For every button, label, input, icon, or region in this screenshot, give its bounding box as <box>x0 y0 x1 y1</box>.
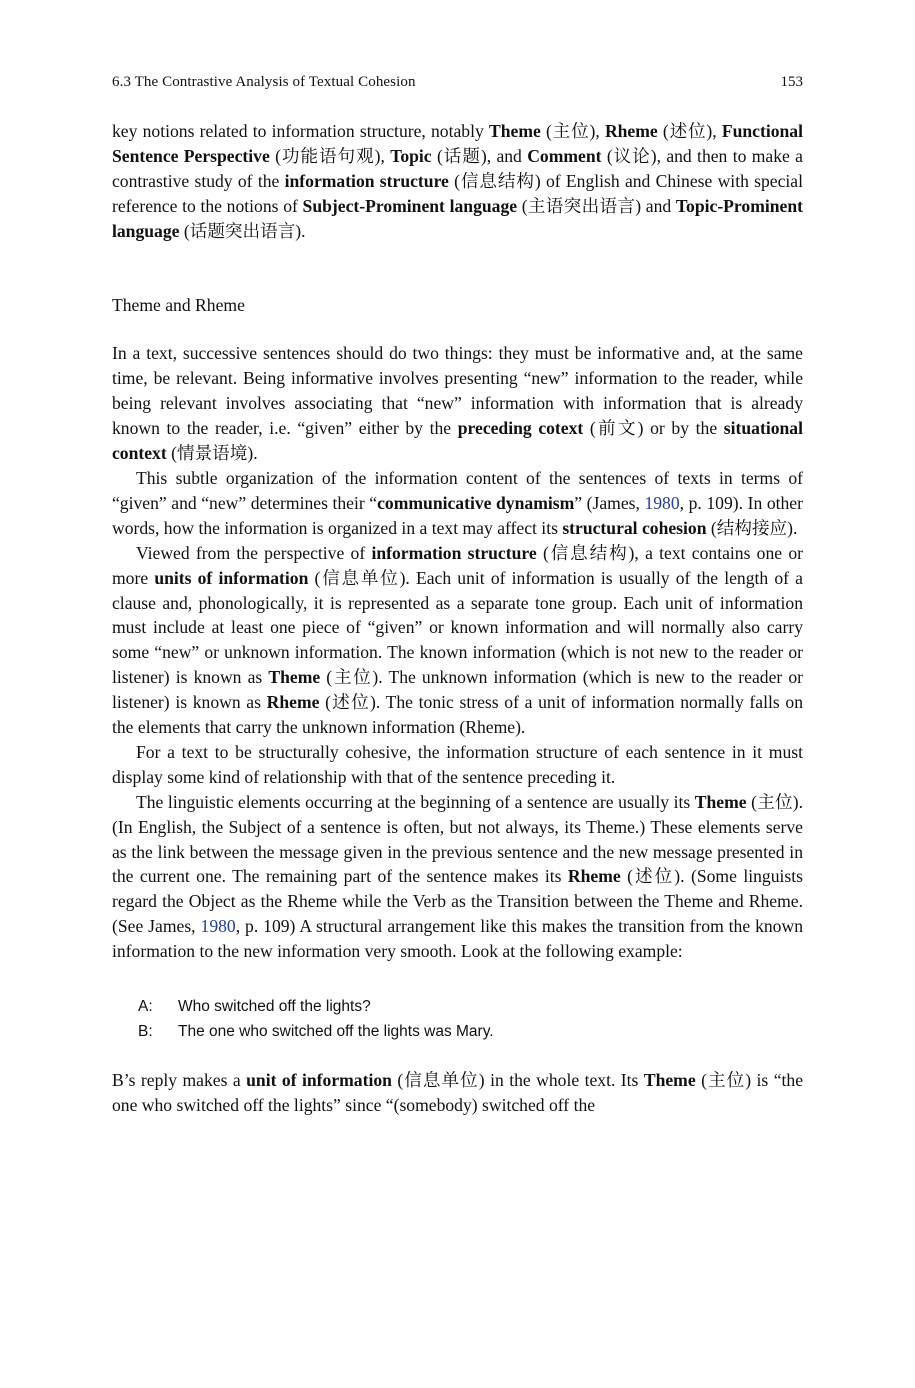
term-information-structure: information structure <box>371 542 537 563</box>
paragraph-4: For a text to be structurally cohesive, the information structure of each sentence in it must display some kind of relationship with that of the sentence preceding it. <box>112 741 803 787</box>
speaker-label: B: <box>138 1023 153 1041</box>
term-unit-of-information: unit of information <box>246 1070 392 1091</box>
term-rheme: Rheme <box>567 866 621 887</box>
term-subject-prominent: Subject-Prominent language <box>302 195 518 216</box>
dialog-line <box>138 994 803 1019</box>
term-rheme: Rheme <box>604 121 658 141</box>
term-fsp: Functional Sentence Perspective <box>112 121 803 166</box>
term-rheme: Rheme <box>266 692 320 713</box>
term-information-structure: information structure <box>284 170 449 191</box>
term-topic-prominent: Topic-Prominent language <box>112 195 803 241</box>
dialog-line <box>138 1019 803 1044</box>
citation-link[interactable]: 1980 <box>200 916 236 937</box>
page-number: 153 <box>780 74 803 90</box>
term-units-of-information: units of information <box>154 567 309 588</box>
term-structural-cohesion: structural cohesion <box>562 517 707 538</box>
term-communicative-dynamism: communicative dynamism <box>377 492 575 513</box>
paragraph-3: Viewed from the perspective of information structure (信息结构), a text contains one or more units of information (信息单位). Each unit of information is usually of the length of a clause and, phonologically, it is represented as a separate tone group. Each unit of information must include at least one piece of “given” or known information and will normally also carry some “new” or unknown information. The known information (which is not new to the reader or listener) is known as Theme (主位). The unknown information (which is new to the reader or listener) is known as Rheme (述位). The tonic stress of a unit of information normally falls on the elements that carry the unknown information (Rheme). <box>112 542 804 738</box>
dialog-text: The one who switched off the lights was Mary. <box>178 1023 494 1041</box>
term-preceding-cotext: preceding cotext <box>457 418 584 439</box>
header-section-title: 6.3 The Contrastive Analysis of Textual Cohesion <box>112 74 416 90</box>
dialog-text: Who switched off the lights? <box>178 998 371 1016</box>
paragraph-6: B’s reply makes a unit of information (信息单位) in the whole text. Its Theme (主位) is “the one who switched off the lights” since “(somebody) switched off the <box>112 1070 804 1115</box>
intro-paragraph: key notions related to information structure, notably Theme (主位), Rheme (述位), Functional Sentence Perspective (功能语句观), Topic (话题), and Comment (议论), and then to make a contrastive study of the information structure (信息结构) of English and Chinese with special reference to the notions of Subject-Prominent language (主语突出语言) and Topic-Prominent language (话题突出语言). <box>112 121 804 241</box>
book-page <box>112 70 803 1118</box>
term-theme: Theme <box>489 121 541 141</box>
speaker-label: A: <box>138 998 153 1016</box>
term-comment: Comment <box>527 145 602 166</box>
example-dialog <box>138 994 803 1044</box>
paragraph-5: The linguistic elements occurring at the beginning of a sentence are usually its Theme (主位). (In English, the Subject of a sentence is often, but not always, its Theme.) These elements serve as the link between the message given in the previous sentence and the new message presented in the current one. The remaining part of the sentence makes its Rheme (述位). (Some linguists regard the Object as the Rheme while the Verb as the Transition between the Theme and Rheme. (See James, 1980, p. 109) A structural arrangement like this makes the transition from the known information to the new information very smooth. Look at the following example: <box>112 791 803 962</box>
citation-link[interactable]: 1980 <box>644 492 680 513</box>
term-theme: Theme <box>268 667 321 688</box>
paragraph-2: This subtle organization of the information content of the sentences of texts in terms of “given” and “new” determines their “communicative dynamism” (James, 1980, p. 109). In other words, how the information is organized in a text may affect its structural cohesion (结构接应). <box>112 467 803 538</box>
term-theme: Theme <box>643 1070 696 1091</box>
term-theme: Theme <box>694 791 747 812</box>
paragraph-1: In a text, successive sentences should do two things: they must be informative and, at the same time, be relevant. Being informative involves presenting “new” information to the reader, while being relevant involves associating that “new” information with information that is already known to the reader, i.e. “given” either by the preceding cotext (前文) or by the situational context (情景语境). <box>112 343 803 464</box>
term-situational-context: situational context <box>112 418 803 464</box>
term-topic: Topic <box>390 145 432 166</box>
running-header <box>112 70 803 94</box>
section-heading: Theme and Rheme <box>112 294 245 315</box>
